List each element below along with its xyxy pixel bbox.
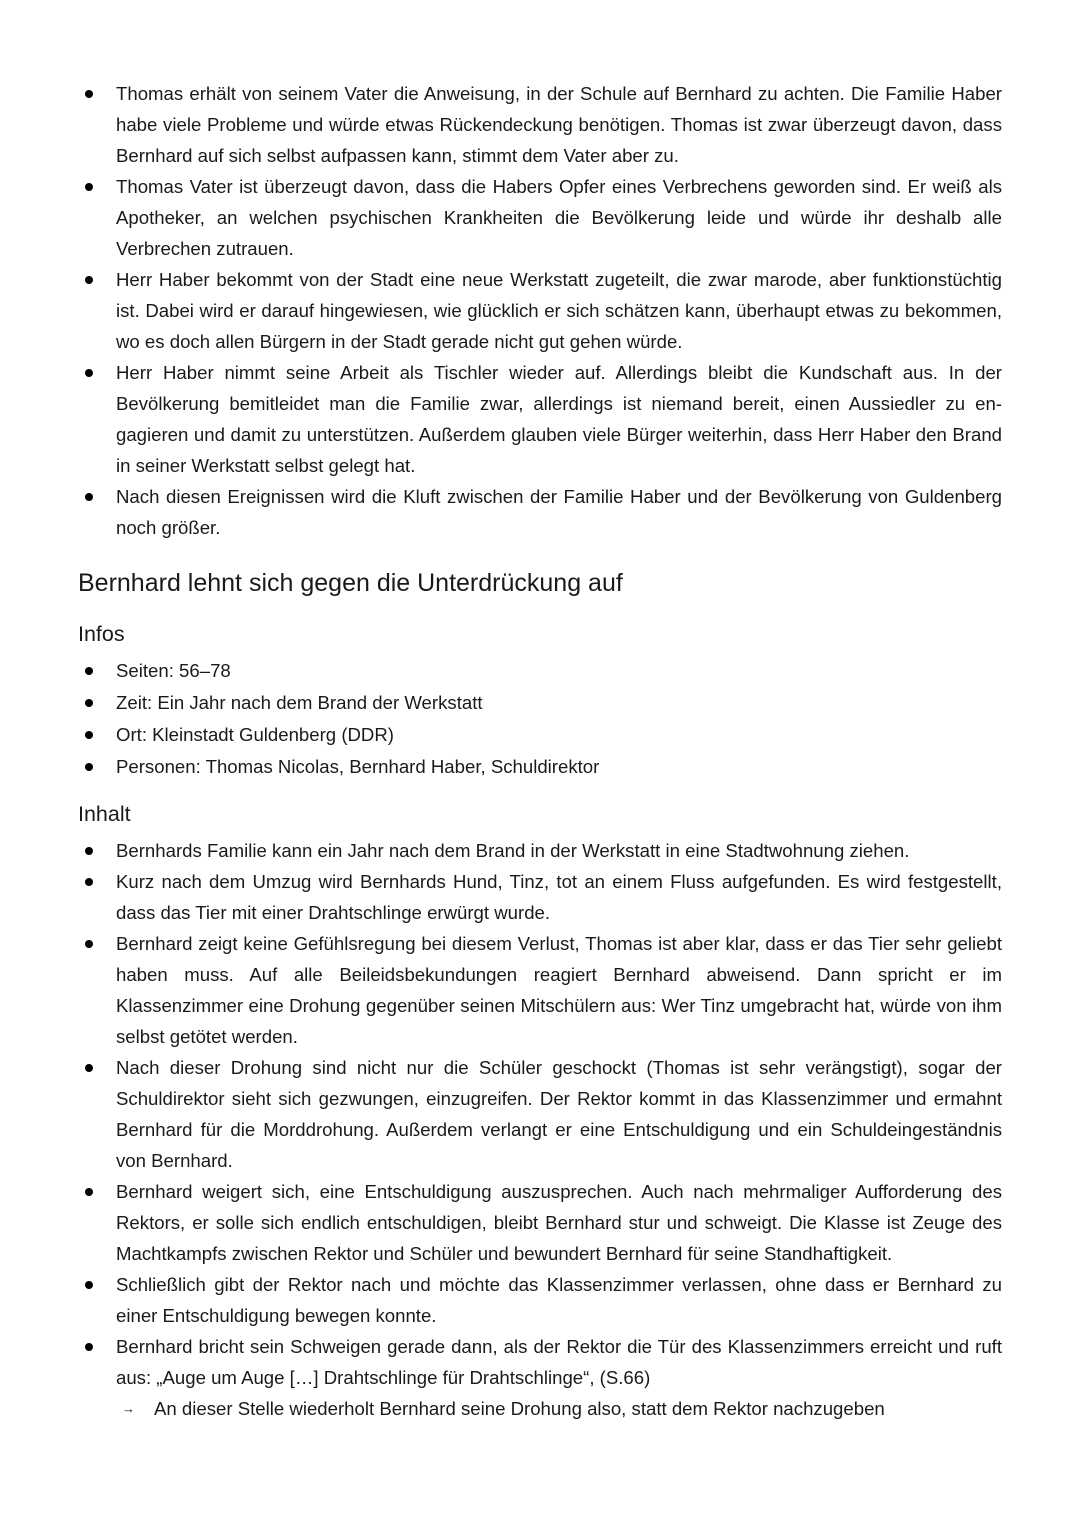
list-item: Herr Haber nimmt seine Arbeit als Tischler wieder auf. Allerdings bleibt die Kundschaft aus. In der Bevölkerung bemitleidet man die Familie zwar, allerdings ist niemand bereit, einen Aussiedler zu engagieren und damit zu unterstützen. Außerdem glauben viele Bürger weiterhin, dass Herr Haber den Brand in seiner Werkstatt selbst gelegt hat. (78, 357, 1002, 481)
bullet-icon (85, 1064, 93, 1072)
inhalt-list (78, 835, 1002, 1393)
bullet-icon (85, 763, 93, 771)
top-bullet-list (78, 78, 1002, 543)
bullet-icon (85, 276, 93, 284)
bullet-icon (85, 847, 93, 855)
list-item: Thomas erhält von seinem Vater die Anweisung, in der Schule auf Bernhard zu achten. Die Familie Haber habe viele Probleme und würde etwas Rückendeckung benötigen. Thomas ist zwar überzeugt davon, dass Bernhard auf sich selbst aufpassen kann, stimmt dem Vater aber zu. (78, 78, 1002, 171)
bullet-icon (85, 940, 93, 948)
list-item: Bernhard bricht sein Schweigen gerade dann, als der Rektor die Tür des Klassenzimmers erreicht und ruft aus: „Auge um Auge […] Drahtschlinge für Drahtschlinge“, (S.66) (78, 1331, 1002, 1393)
bullet-icon (85, 493, 93, 501)
section-title: Bernhard lehnt sich gegen die Unterdrückung auf (78, 569, 623, 597)
list-item: Bernhards Familie kann ein Jahr nach dem Brand in der Werkstatt in eine Stadtwohnung ziehen. (78, 835, 1002, 866)
list-item: Kurz nach dem Umzug wird Bernhards Hund, Tinz, tot an einem Fluss aufgefunden. Es wird festgestellt, dass das Tier mit einer Drahtschlinge erwürgt wurde. (78, 866, 1002, 928)
bullet-icon (85, 1188, 93, 1196)
bullet-icon (85, 667, 93, 675)
list-item: Thomas Vater ist überzeugt davon, dass die Habers Opfer eines Verbrechens geworden sind. Er weiß als Apotheker, an welchen psychischen Krankheiten die Bevölkerung leide und würde ihr deshalb alle Verbrechen zutrauen. (78, 171, 1002, 264)
list-item: Personen: Thomas Nicolas, Bernhard Haber, Schuldirektor (78, 751, 1002, 783)
arrow-note: → An dieser Stelle wiederholt Bernhard seine Drohung also, statt dem Rektor nachzugeben (78, 1393, 1002, 1424)
list-item: Ort: Kleinstadt Guldenberg (DDR) (78, 719, 1002, 751)
list-item: Zeit: Ein Jahr nach dem Brand der Werkstatt (78, 687, 1002, 719)
inhalt-heading: Inhalt (78, 802, 131, 826)
infos-list (78, 655, 1002, 783)
bullet-icon (85, 1343, 93, 1351)
list-item: Bernhard zeigt keine Gefühlsregung bei diesem Verlust, Thomas ist aber klar, dass er das Tier sehr geliebt haben muss. Auf alle Beileidsbekundungen reagiert Bernhard abweisend. Dann spricht er im Klassenzimmer eine Drohung gegenüber seinen Mitschülern aus: Wer Tinz umgebracht hat, würde von ihm selbst getötet werden. (78, 928, 1002, 1052)
list-item: Nach diesen Ereignissen wird die Kluft zwischen der Familie Haber und der Bevölkerung von Guldenberg noch größer. (78, 481, 1002, 543)
arrow-right-icon: → (122, 1401, 135, 1416)
bullet-icon (85, 878, 93, 886)
list-item: Nach dieser Drohung sind nicht nur die Schüler geschockt (Thomas ist sehr verängstigt), sogar der Schuldirektor sieht sich gezwungen, einzugreifen. Der Rektor kommt in das Klassenzimmer und ermahnt Bernhard für die Morddrohung. Außerdem verlangt er eine Entschuldigung und ein Schuldeingeständnis von Bernhard. (78, 1052, 1002, 1176)
bullet-icon (85, 369, 93, 377)
bullet-icon (85, 699, 93, 707)
infos-heading: Infos (78, 622, 125, 646)
list-item: Schließlich gibt der Rektor nach und möchte das Klassenzimmer verlassen, ohne dass er Bernhard zu einer Entschuldigung bewegen konnte. (78, 1269, 1002, 1331)
bullet-icon (85, 183, 93, 191)
list-item: Herr Haber bekommt von der Stadt eine neue Werkstatt zugeteilt, die zwar marode, aber funktionstüchtig ist. Dabei wird er darauf hingewiesen, wie glücklich er sich schätzen kann, überhaupt etwas zu bekommen, wo es doch allen Bürgern in der Stadt gerade nicht gut gehen würde. (78, 264, 1002, 357)
bullet-icon (85, 90, 93, 98)
bullet-icon (85, 731, 93, 739)
list-item: Seiten: 56–78 (78, 655, 1002, 687)
list-item: Bernhard weigert sich, eine Entschuldigung auszusprechen. Auch nach mehrmaliger Aufforderung des Rektors, er solle sich endlich entschuldigen, bleibt Bernhard stur und schweigt. Die Klasse ist Zeuge des Machtkampfs zwischen Rektor und Schüler und bewundert Bernhard für seine Standhaftigkeit. (78, 1176, 1002, 1269)
bullet-icon (85, 1281, 93, 1289)
